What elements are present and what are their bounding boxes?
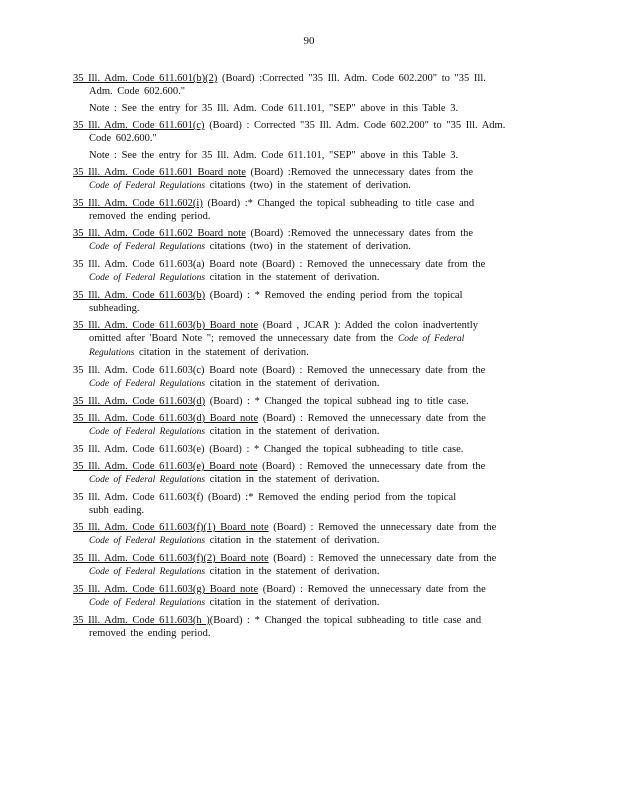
entry-ref: 35 Ill. Adm. Code 611.602(i)	[73, 198, 203, 209]
entry-text: Board note (Board) : Removed the unnecessary date from the	[204, 259, 486, 270]
entry-611-602-board-note	[73, 227, 523, 254]
entry-611-602-i	[73, 197, 523, 223]
cfr-italic: Code of Federal Regulations	[89, 181, 206, 191]
entry-text: (Board) : Removed the unnecessary date from the	[258, 413, 486, 424]
entry-611-603-c	[73, 364, 523, 391]
cfr-italic: Code of Federal Regulations	[89, 427, 206, 437]
entry-text: (Board) :* Changed the topical subheading to title case and	[202, 198, 475, 209]
entry-ref: 35 Ill. Adm. Code 611.603(c)	[73, 365, 205, 376]
cfr-italic: Code of Federal Regulations	[89, 475, 206, 485]
entry-text-cont: citation in the statement of derivation.	[134, 347, 309, 358]
entry-text: (Board) : Removed the unnecessary date from the	[258, 584, 486, 595]
entry-text-cont: omitted after 'Board Note "; removed the unnecessary date from the	[89, 333, 394, 344]
entry-text: (Board) : Removed the unnecessary date from the	[268, 522, 497, 533]
entry-text: (Board) :* Removed the ending period from the topical	[203, 492, 457, 503]
entry-ref: 35 Ill. Adm. Code 611.603(b) Board note	[73, 320, 259, 331]
entry-ref: 35 Ill. Adm. Code 611.603(f)	[73, 492, 204, 503]
entry-611-603-f-1-board-note	[73, 521, 523, 548]
entry-text-cont: Adm. Code 602.600."	[89, 86, 186, 97]
entry-611-603-d	[73, 395, 523, 408]
entry-text: (Board) : Removed the unnecessary date from the	[257, 461, 486, 472]
entry-ref: 35 Ill. Adm. Code 611.603(b)	[73, 290, 206, 301]
entry-text: (Board) :Corrected "35 Ill. Adm. Code 602.200" to "35 Ill.	[217, 73, 486, 84]
entry-text-cont: subheading.	[89, 303, 140, 314]
entry-text: Board note (Board) : Removed the unnecessary date from the	[204, 365, 486, 376]
entry-text-cont: citation in the statement of derivation.	[205, 566, 380, 577]
entry-611-601-board-note	[73, 166, 523, 193]
entry-ref: 35 Ill. Adm. Code 611.603(f)(2) Board note	[73, 553, 269, 564]
entry-text-cont: Code 602.600."	[89, 133, 157, 144]
entry-text: (Board) : Corrected "35 Ill. Adm. Code 602.200" to "35 Ill. Adm.	[204, 120, 506, 131]
entry-611-601-c	[73, 119, 523, 145]
entry-note: Note : See the entry for 35 Ill. Adm. Code 611.101, "SEP" above in this Table 3.	[89, 103, 459, 114]
entry-ref: 35 Ill. Adm. Code 611.603(h )	[73, 615, 210, 626]
entry-611-603-g-board-note	[73, 583, 523, 610]
entry-text-cont: removed the ending period.	[89, 211, 211, 222]
entry-ref: 35 Ill. Adm. Code 611.603(f)(1) Board note	[73, 522, 269, 533]
entry-text-cont: removed the ending period.	[89, 628, 211, 639]
cfr-italic: Code of Federal Regulations	[89, 567, 206, 577]
entry-611-603-b-board-note	[73, 319, 523, 360]
cfr-italic: Code of Federal Regulations	[89, 536, 206, 546]
entry-note: Note : See the entry for 35 Ill. Adm. Code 611.101, "SEP" above in this Table 3.	[89, 150, 459, 161]
entry-text-cont: citation in the statement of derivation.	[205, 535, 380, 546]
cfr-italic: Code of Federal Regulations	[89, 273, 206, 283]
entry-text: (Board) : * Removed the ending period from the topical	[205, 290, 463, 301]
entry-text: (Board) : * Changed the topical subheading to title case.	[204, 444, 464, 455]
entry-ref: 35 Ill. Adm. Code 611.603(e)	[73, 444, 205, 455]
entry-611-603-f	[73, 491, 523, 517]
entry-text: (Board) : * Changed the topical subheading to title case and	[209, 615, 482, 626]
entry-611-603-f-2-board-note	[73, 552, 523, 579]
entry-text-cont: subh eading.	[89, 505, 145, 516]
entry-text: (Board , JCAR ): Added the colon inadvertently	[258, 320, 478, 331]
entry-ref: 35 Ill. Adm. Code 611.603(d)	[73, 396, 206, 407]
entry-611-603-e-board-note	[73, 460, 523, 487]
entry-ref: 35 Ill. Adm. Code 611.602 Board note	[73, 228, 246, 239]
cfr-italic: Code of Federal Regulations	[89, 379, 206, 389]
entry-ref: 35 Ill. Adm. Code 611.603(e) Board note	[73, 461, 258, 472]
entry-text: (Board) : Removed the unnecessary date from the	[268, 553, 497, 564]
cfr-italic: Code of Federal Regulations	[89, 598, 206, 608]
amendment-list	[73, 72, 523, 644]
entry-611-603-a	[73, 258, 523, 285]
entry-text-cont: citation in the statement of derivation.	[205, 474, 380, 485]
entry-ref: 35 Ill. Adm. Code 611.603(a)	[73, 259, 205, 270]
entry-text: (Board) : * Changed the topical subhead ing to title case.	[205, 396, 469, 407]
entry-ref: 35 Ill. Adm. Code 611.601(b)(2)	[73, 73, 218, 84]
entry-611-603-h	[73, 614, 523, 640]
entry-ref: 35 Ill. Adm. Code 611.601(c)	[73, 120, 205, 131]
page-number: 90	[303, 35, 315, 47]
cfr-italic: Code of Federal	[397, 334, 465, 344]
entry-text: (Board) :Removed the unnecessary dates from the	[245, 228, 474, 239]
entry-611-603-d-board-note	[73, 412, 523, 439]
entry-611-603-b	[73, 289, 523, 315]
entry-611-601-b-2	[73, 72, 523, 98]
entry-ref: 35 Ill. Adm. Code 611.601 Board note	[73, 167, 246, 178]
entry-text-cont: citation in the statement of derivation.	[205, 597, 380, 608]
entry-text-cont: citation in the statement of derivation.	[205, 378, 380, 389]
entry-ref: 35 Ill. Adm. Code 611.603(g) Board note	[73, 584, 259, 595]
entry-text-cont: citation in the statement of derivation.	[205, 272, 380, 283]
entry-text-cont: citations (two) in the statement of derivation.	[205, 241, 411, 252]
entry-text-cont: citations (two) in the statement of derivation.	[205, 180, 411, 191]
cfr-italic: Code of Federal Regulations	[89, 242, 206, 252]
entry-text-cont: citation in the statement of derivation.	[205, 426, 380, 437]
cfr-italic: Regulations	[89, 348, 135, 358]
entry-611-603-e	[73, 443, 523, 456]
entry-ref: 35 Ill. Adm. Code 611.603(d) Board note	[73, 413, 259, 424]
entry-text: (Board) :Removed the unnecessary dates from the	[245, 167, 474, 178]
